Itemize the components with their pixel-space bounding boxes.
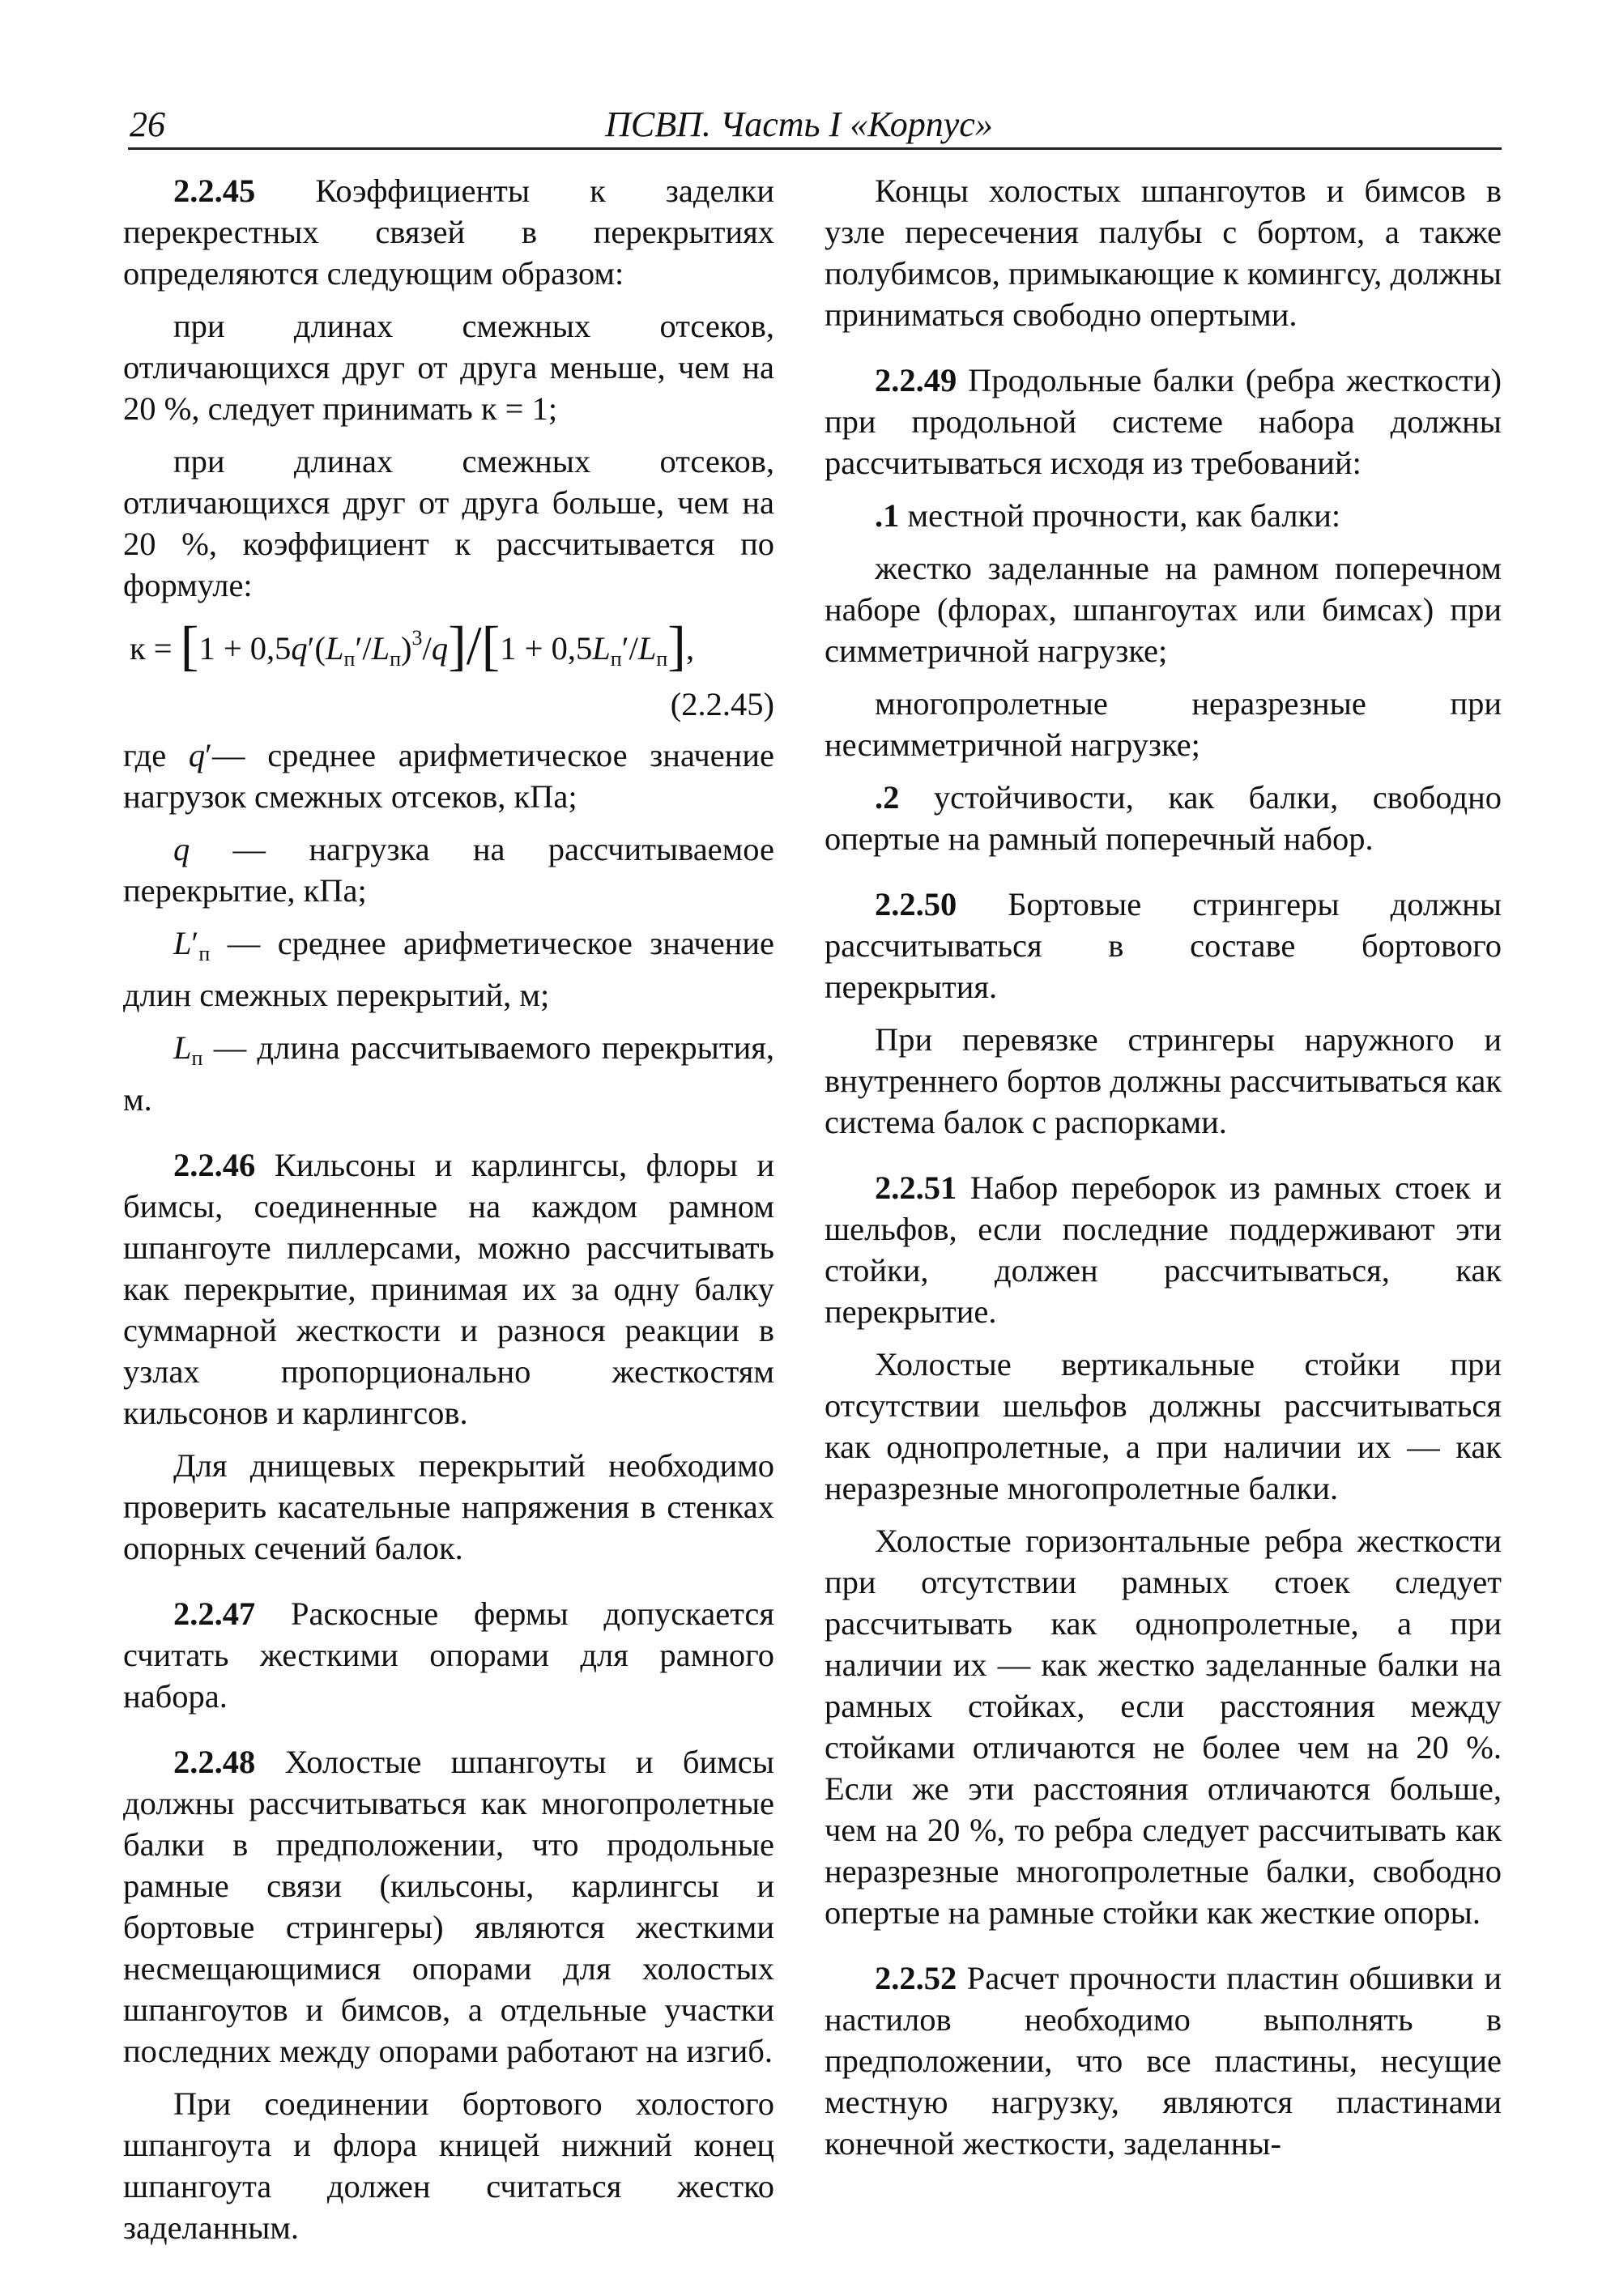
paragraph-2-2-46: 2.2.46 Кильсоны и карлингсы, флоры и бимсы, соединенные на каждом рамном шпангоуте пиллерсами, можно рассчитывать как перекрытие, принимая их за одну балку суммарной жесткости и разнося реакции в узлах пропорционально жесткостям кильсонов и карлингсов. xyxy=(123,1147,775,1431)
definition-q-prime: где q′— среднее арифметическое значение нагрузок смежных отсеков, кПа; xyxy=(123,737,774,815)
running-header: ПСВП. Часть I «Корпус» xyxy=(605,104,993,144)
paragraph-text: Для днищевых перекрытий необходимо проверить касательные напряжения в стенках опорных сечений балок. xyxy=(123,1447,774,1566)
header-rule xyxy=(128,147,1502,150)
formula-number: (2.2.45) xyxy=(670,686,774,722)
paragraph-2-2-48: 2.2.48 Холостые шпангоуты и бимсы должны рассчитываться как многопролетные балки в предположении, что продольные рамные связи (кильсоны, карлингсы и бортовые стрингеры) являются жесткими несмещающимися опорами для холостых шпангоутов и бимсов, а отдельные участки последних между опорами работают на изгиб. xyxy=(123,1744,774,2069)
paragraph-text: Концы холостых шпангоутов и бимсов в узле пересечения палубы с бортом, а также полубимсов, примыкающие к комингсу, должны приниматься свободно опертыми. xyxy=(825,173,1502,333)
paragraph-text: при длинах смежных отсеков, отличающихся друг от друга больше, чем на 20 %, коэффициент к рассчитывается по формуле: xyxy=(123,443,774,603)
paragraph-text: Коэффициенты к заделки перекрестных связей в перекрытиях определяются следующим образом: xyxy=(123,173,774,292)
subitem-2: .2 устойчивости, как балки, свободно опертые на рамный поперечный набор. xyxy=(825,779,1502,857)
formula-2-2-45: $к = [1 + 0,5q'(Lп'/Lп)^3/q]/[1 + 0,5Lп'/Lп]$, xyxy=(130,615,695,676)
paragraph-2-2-52: 2.2.52 Расчет прочности пластин обшивки и настилов необходимо выполнять в предположении, что все пластины, несущие местную нагрузку, являются пластинами конечной жесткости, заделанны- xyxy=(825,1960,1502,2162)
section-number: 2.2.45 xyxy=(173,173,256,209)
definition-L-prime: L′п — среднее арифметическое значение длин смежных перекрытий, м; xyxy=(123,925,774,1013)
paragraph-text: жестко заделанные на рамном поперечном наборе (флорах, шпангоутах или бимсах) при симметричной нагрузке; xyxy=(825,550,1502,669)
paragraph-text: многопролетные неразрезные при несимметричной нагрузке; xyxy=(825,685,1502,763)
definition-q: q — нагрузка на рассчитываемое перекрытие, кПа; xyxy=(123,831,774,909)
paragraph-text: при длинах смежных отсеков, отличающихся друг от друга меньше, чем на 20 %, следует принимать к = 1; xyxy=(123,308,774,427)
paragraph-2-2-47: 2.2.47 Раскосные фермы допускается считать жесткими опорами для рамного набора. xyxy=(123,1595,774,1715)
paragraph-text: При соединении бортового холостого шпангоута и флора кницей нижний конец шпангоута должен считаться жестко заделанным. xyxy=(123,2085,774,2246)
left-column xyxy=(123,170,774,2260)
definition-L: Lп — длина рассчитываемого перекрытия, м. xyxy=(123,1029,774,1118)
paragraph-text: Холостые вертикальные стойки при отсутствии шельфов должны рассчитываться как однопролетные, а при наличии их — как неразрезные многопролетные балки. xyxy=(825,1346,1502,1506)
page-number: 26 xyxy=(130,104,165,144)
paragraph-2-2-45 xyxy=(123,170,774,294)
paragraph-text: Холостые горизонтальные ребра жесткости при отсутствии рамных стоек следует рассчитывать как однопролетные, а при наличии их — как жестко заделанные балки на рамных стойках, если расстояния между стойками отличаются не более чем на 20 %. Если же эти расстояния отличаются больше, чем на 20 %, то ребра следует рассчитывать как неразрезные многопролетные балки, свободно опертые на рамные стойки как жесткие опоры. xyxy=(825,1523,1502,1931)
paragraph-2-2-49: 2.2.49 Продольные балки (ребра жесткости) при продольной системе набора должны рассчитываться исходя из требований: xyxy=(825,362,1502,481)
right-column xyxy=(825,170,1502,2175)
paragraph-2-2-51: 2.2.51 Набор переборок из рамных стоек и шельфов, если последние поддерживают эти стойки, должен рассчитываться, как перекрытие. xyxy=(825,1169,1502,1330)
paragraph-text: При перевязке стрингеры наружного и внутреннего бортов должны рассчитываться как система балок с распорками. xyxy=(825,1021,1502,1140)
subitem-1: .1 местной прочности, как балки: xyxy=(875,497,1341,534)
paragraph-2-2-50: 2.2.50 Бортовые стрингеры должны рассчитываться в составе бортового перекрытия. xyxy=(825,886,1502,1005)
